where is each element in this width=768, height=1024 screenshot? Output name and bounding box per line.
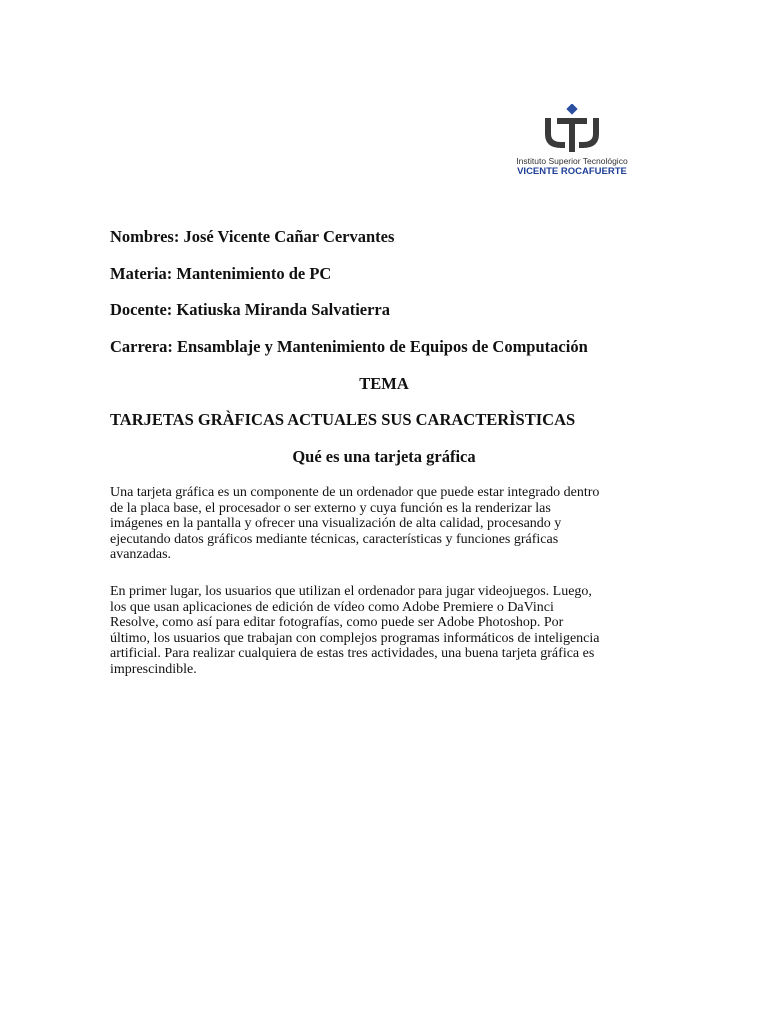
paragraph-users xyxy=(110,584,660,677)
paragraph-line: los que usan aplicaciones de edición de vídeo como Adobe Premiere o DaVinci xyxy=(110,599,554,615)
paragraph-line: Resolve, como así para editar fotografías, como puede ser Adobe Photoshop. Por xyxy=(110,615,564,630)
institute-logo xyxy=(505,104,639,178)
paragraph-line: imágenes en la pantalla y ofrecer una visualización de alta calidad, procesando y xyxy=(110,516,562,531)
paragraph-line: avanzadas. xyxy=(110,547,172,562)
student-name: Nombres: José Vicente Cañar Cervantes xyxy=(110,227,395,246)
paragraph-line: artificial. Para realizar cualquiera de estas tres actividades, una buena tarjeta gráfica es xyxy=(110,646,595,661)
career-name: Carrera: Ensamblaje y Mantenimiento de Equipos de Computación xyxy=(110,337,588,356)
logo-institute-brand: VICENTE ROCAFUERTE xyxy=(517,166,627,177)
paragraph-line: de la placa base, el procesador o ser externo y cuya función es la renderizar las xyxy=(110,500,551,516)
paragraph-line: En primer lugar, los usuarios que utilizan el ordenador para jugar videojuegos. Luego, xyxy=(110,584,592,599)
institute-logo-icon xyxy=(539,104,605,154)
paragraph-line: ejecutando datos gráficos mediante técnicas, características y funciones gráficas xyxy=(110,531,559,547)
logo-institute-name: Instituto Superior Tecnológico xyxy=(516,156,628,166)
teacher-name: Docente: Katiuska Miranda Salvatierra xyxy=(110,300,391,319)
paragraph-line: imprescindible. xyxy=(110,661,197,677)
tema-label: TEMA xyxy=(359,374,409,393)
paragraph-line: último, los usuarios que trabajan con complejos programas informáticos de inteligencia xyxy=(110,630,600,646)
document-title: TARJETAS GRÀFICAS ACTUALES SUS CARACTERÌSTICAS xyxy=(110,410,576,429)
section-heading: Qué es una tarjeta gráfica xyxy=(292,447,476,466)
paragraph-line: Una tarjeta gráfica es un componente de un ordenador que puede estar integrado dentro xyxy=(110,485,600,500)
paragraph-definition xyxy=(110,485,660,563)
course-subject: Materia: Mantenimiento de PC xyxy=(110,264,332,283)
